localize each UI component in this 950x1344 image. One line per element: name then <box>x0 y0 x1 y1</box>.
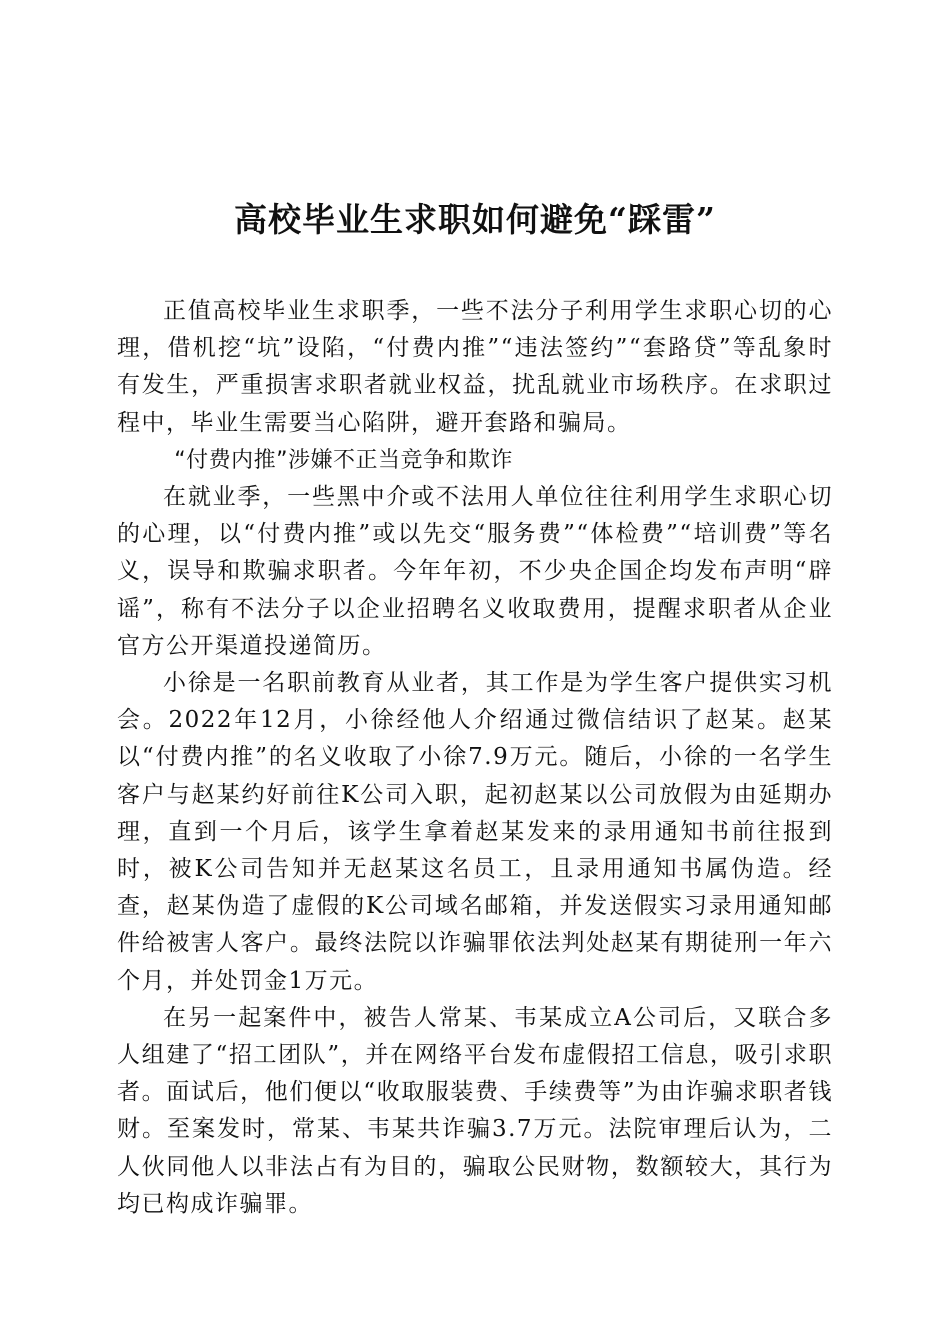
document-body <box>117 293 833 1223</box>
paragraph-section-intro: 在就业季，一些黑中介或不法用人单位往往利用学生求职心切的心理，以“付费内推”或以先交“服务费”“体检费”“培训费”等名义，误导和欺骗求职者。今年年初，不少央企国企均发布声明“辟谣”，称有不法分子以企业招聘名义收取费用，提醒求职者从企业官方公开渠道投递简历。 <box>117 484 833 659</box>
section-heading: “付费内推”涉嫌不正当竞争和欺诈 <box>174 447 513 473</box>
paragraph-case-xu: 小徐是一名职前教育从业者，其工作是为学生客户提供实习机会。2022年12月，小徐经他人介绍通过微信结识了赵某。赵某以“付费内推”的名义收取了小徐7.9万元。随后，小徐的一名学生客户与赵某约好前往K公司入职，起初赵某以公司放假为由延期办理，直到一个月后，该学生拿着赵某发来的录用通知书前往报到时，被K公司告知并无赵某这名员工，且录用通知书属伪造。经查，赵某伪造了虚假的K公司域名邮箱，并发送假实习录用通知邮件给被害人客户。最终法院以诈骗罪依法判处赵某有期徒刑一年六个月，并处罚金1万元。 <box>117 670 833 994</box>
document-title: 高校毕业生求职如何避免“踩雷” <box>234 200 716 239</box>
paragraph-intro: 正值高校毕业生求职季，一些不法分子利用学生求职心切的心理，借机挖“坑”设陷，“付费内推”“违法签约”“套路贷”等乱象时有发生，严重损害求职者就业权益，扰乱就业市场秩序。在求职过程中，毕业生需要当心陷阱，避开套路和骗局。 <box>117 298 833 436</box>
paragraph-case-chang-wei: 在另一起案件中，被告人常某、韦某成立A公司后，又联合多人组建了“招工团队”，并在网络平台发布虚假招工信息，吸引求职者。面试后，他们便以“收取服装费、手续费等”为由诈骗求职者钱财。至案发时，常某、韦某共诈骗3.7万元。法院审理后认为，二人伙同他人以非法占有为目的，骗取公民财物，数额较大，其行为均已构成诈骗罪。 <box>117 1004 833 1217</box>
